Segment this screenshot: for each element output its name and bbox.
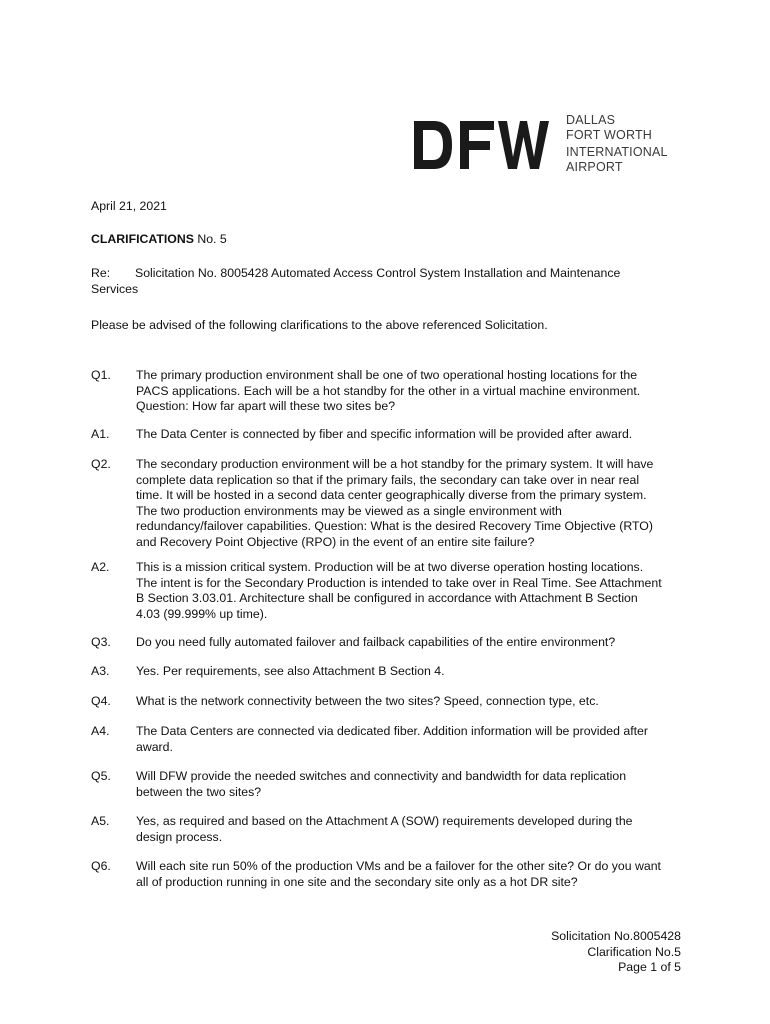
dfw-logo-mark — [412, 117, 552, 173]
dfw-logo — [412, 113, 672, 173]
qa-label: A1. — [91, 427, 110, 441]
footer-clarification: Clarification No.5 — [587, 944, 681, 959]
footer-solicitation: Solicitation No.8005428 — [551, 929, 681, 943]
qa-body — [136, 694, 686, 710]
qa-body — [136, 724, 686, 755]
footer-page-number: Page 1 of 5 — [618, 960, 681, 974]
qa-body — [136, 769, 686, 800]
qa-body — [136, 664, 686, 680]
qa-body — [136, 427, 686, 443]
letter-date: April 21, 2021 — [91, 199, 167, 213]
logo-line-dallas: DALLAS — [566, 113, 616, 127]
qa-label: Q2. — [91, 457, 111, 471]
qa-line: The primary production environment shall be one of two operational hosting locations for the — [136, 368, 638, 382]
logo-line-international: INTERNATIONAL — [566, 145, 668, 159]
clarifications-label: CLARIFICATIONS — [91, 232, 194, 246]
qa-body — [136, 635, 686, 651]
qa-line: The secondary production environment will be a hot standby for the primary system. It will have — [136, 457, 654, 471]
qa-line: all of production running in one site and the secondary site only as a hot DR site? — [136, 874, 578, 889]
qa-line: The Data Centers are connected via dedicated fiber. Addition information will be provided after — [136, 724, 648, 738]
qa-line: redundancy/failover capabilities. Question: What is the desired Recovery Time Objective (RTO) — [136, 519, 653, 533]
clarifications-number: No. 5 — [193, 232, 227, 246]
qa-line: Yes. Per requirements, see also Attachment B Section 4. — [136, 664, 445, 678]
qa-line: Do you need fully automated failover and failback capabilities of the entire environment? — [136, 635, 616, 649]
page-footer — [551, 929, 681, 976]
qa-line: Will DFW provide the needed switches and connectivity and bandwidth for data replication — [136, 769, 627, 783]
re-label: Re: — [91, 266, 111, 280]
qa-line: The two production environments may be viewed as a single environment with — [136, 503, 562, 518]
qa-line: award. — [136, 739, 173, 754]
clarifications-heading — [91, 232, 227, 248]
qa-line: This is a mission critical system. Production will be at two diverse operation hosting locations. — [136, 560, 644, 574]
qa-line: What is the network connectivity between the two sites? Speed, connection type, etc. — [136, 694, 599, 708]
qa-label: Q3. — [91, 635, 111, 649]
qa-line: between the two sites? — [136, 784, 262, 799]
qa-line: B Section 3.03.01. Architecture shall be configured in accordance with Attachment B Section — [136, 591, 638, 605]
qa-line: time. It will be hosted in a second data center geographically diverse from the primary system. — [136, 488, 647, 502]
logo-line-fort-worth: FORT WORTH — [566, 128, 653, 142]
re-line — [91, 266, 691, 297]
qa-label: Q1. — [91, 368, 111, 382]
qa-line: complete data replication so that if the primary fails, the secondary can take over in near real — [136, 472, 640, 487]
qa-label: A4. — [91, 724, 110, 738]
qa-line: The Data Center is connected by fiber and specific information will be provided after award. — [136, 427, 633, 441]
qa-line: and Recovery Point Objective (RPO) in the event of an entire site failure? — [136, 534, 535, 549]
qa-body — [136, 814, 686, 845]
qa-label: Q5. — [91, 769, 111, 783]
qa-body — [136, 368, 686, 415]
advisory-paragraph: Please be advised of the following clarifications to the above referenced Solicitation. — [91, 318, 548, 332]
qa-line: Yes, as required and based on the Attachment A (SOW) requirements developed during the — [136, 814, 633, 828]
qa-body — [136, 457, 686, 550]
qa-line: design process. — [136, 829, 223, 844]
qa-label: A2. — [91, 560, 110, 574]
qa-body — [136, 560, 686, 622]
logo-line-airport: AIRPORT — [566, 160, 623, 174]
qa-label: A5. — [91, 814, 110, 828]
logo-wordmark — [566, 113, 668, 175]
re-continuation: Services — [91, 281, 139, 296]
qa-label: Q6. — [91, 859, 111, 873]
re-text: Solicitation No. 8005428 Automated Access Control System Installation and Maintenance — [135, 266, 621, 280]
qa-body — [136, 859, 686, 890]
qa-label: A3. — [91, 664, 110, 678]
qa-line: The intent is for the Secondary Production is intended to take over in Real Time. See Attachment — [136, 575, 662, 590]
qa-line: 4.03 (99.999% up time). — [136, 606, 268, 621]
qa-line: Question: How far apart will these two sites be? — [136, 399, 396, 413]
qa-line: Will each site run 50% of the production VMs and be a failover for the other site? Or do you want — [136, 859, 661, 873]
qa-label: Q4. — [91, 694, 111, 708]
qa-line: PACS applications. Each will be a hot standby for the other in a virtual machine environment. — [136, 383, 641, 398]
